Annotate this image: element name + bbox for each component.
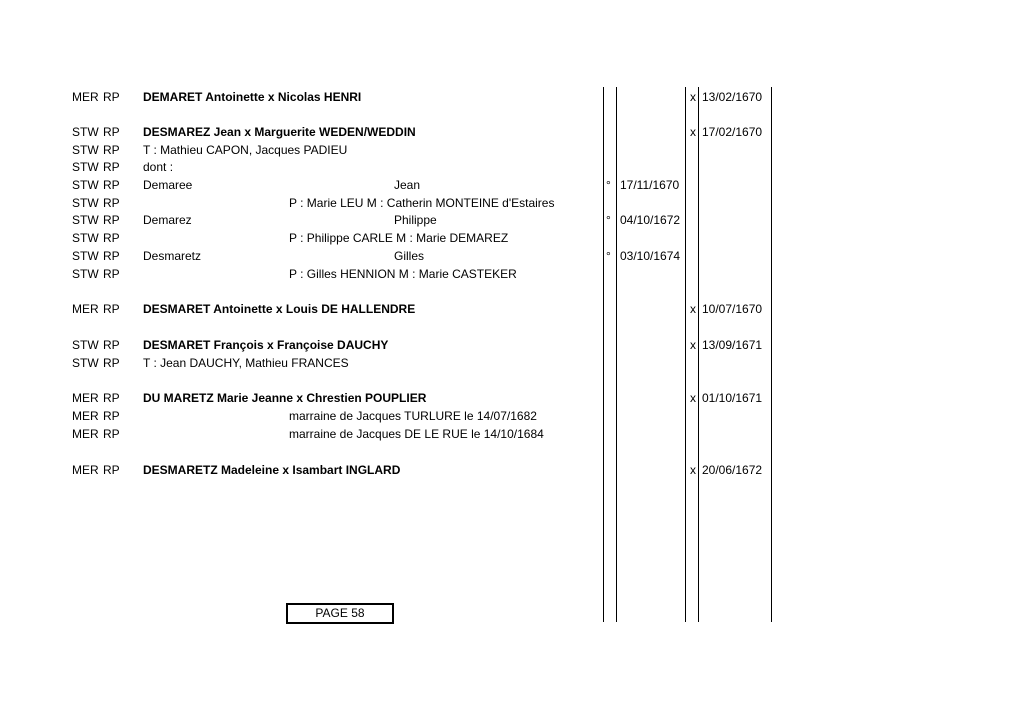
register-entry [0,247,1024,265]
register-code: RP [103,409,120,423]
register-entry [0,194,1024,212]
entry-text: DU MARETZ Marie Jeanne x Chrestien POUPLIER [143,391,427,405]
marriage-date: 13/09/1671 [702,338,763,352]
first-name: Philippe [394,213,437,227]
register-code: RP [103,249,120,263]
entry-text: DESMARET François x Françoise DAUCHY [143,338,389,352]
register-entry [0,425,1024,443]
register-code: RP [103,463,120,477]
register-entry [0,211,1024,229]
register-entry [0,407,1024,425]
register-code: RP [103,143,120,157]
location-code: STW [72,143,99,157]
first-name: Gilles [394,249,425,263]
register-code: RP [103,356,120,370]
register-code: RP [103,338,120,352]
marriage-mark: x [690,90,696,104]
baptism-date: 03/10/1674 [620,249,681,263]
location-code: STW [72,267,99,281]
entry-text: DESMAREZ Jean x Marguerite WEDEN/WEDDIN [143,125,416,139]
baptism-date: 04/10/1672 [620,213,681,227]
entry-note: P : Philippe CARLE M : Marie DEMAREZ [289,231,509,245]
baptism-mark: ° [606,178,611,192]
location-code: MER [72,391,99,405]
register-entry [0,354,1024,372]
entry-text: DESMARET Antoinette x Louis DE HALLENDRE [143,302,416,316]
register-code: RP [103,160,120,174]
location-code: STW [72,178,99,192]
register-entry [0,265,1024,283]
location-code: STW [72,356,99,370]
location-code: STW [72,160,99,174]
marriage-date: 20/06/1672 [702,463,763,477]
entry-text: dont : [143,160,174,174]
location-code: MER [72,409,99,423]
baptism-date: 17/11/1670 [620,178,680,192]
register-code: RP [103,196,120,210]
register-code: RP [103,231,120,245]
entry-note: marraine de Jacques DE LE RUE le 14/10/1684 [289,427,544,441]
entry-text: Demaree [143,178,193,192]
marriage-mark: x [690,463,696,477]
register-entry [0,176,1024,194]
register-code: RP [103,125,120,139]
register-entry [0,229,1024,247]
register-entry [0,389,1024,407]
entry-note: P : Marie LEU M : Catherin MONTEINE d'Estaires [289,196,555,210]
register-entry [0,336,1024,354]
marriage-mark: x [690,391,696,405]
register-code: RP [103,302,120,316]
register-entry [0,158,1024,176]
entry-text: DESMARETZ Madeleine x Isambart INGLARD [143,463,401,477]
register-entry [0,141,1024,159]
entry-note: marraine de Jacques TURLURE le 14/07/1682 [289,409,537,423]
location-code: MER [72,463,99,477]
location-code: STW [72,196,99,210]
entry-text: Desmaretz [143,249,202,263]
location-code: STW [72,338,99,352]
location-code: MER [72,427,99,441]
marriage-mark: x [690,125,696,139]
marriage-date: 01/10/1671 [702,391,763,405]
register-code: RP [103,213,120,227]
register-entry [0,300,1024,318]
location-code: STW [72,249,99,263]
marriage-mark: x [690,338,696,352]
marriage-mark: x [690,302,696,316]
page-number-box: PAGE 58 [286,603,394,624]
location-code: STW [72,231,99,245]
marriage-date: 10/07/1670 [702,302,763,316]
marriage-date: 13/02/1670 [702,90,763,104]
baptism-mark: ° [606,249,611,263]
register-code: RP [103,90,120,104]
entry-note: P : Gilles HENNION M : Marie CASTEKER [289,267,517,281]
register-code: RP [103,427,120,441]
baptism-mark: ° [606,213,611,227]
first-name: Jean [394,178,421,192]
location-code: STW [72,213,99,227]
entry-text: T : Jean DAUCHY, Mathieu FRANCES [143,356,349,370]
entry-text: T : Mathieu CAPON, Jacques PADIEU [143,143,348,157]
register-code: RP [103,178,120,192]
register-entry [0,88,1024,106]
marriage-date: 17/02/1670 [702,125,763,139]
register-entry [0,461,1024,479]
location-code: MER [72,302,99,316]
register-entry [0,123,1024,141]
register-code: RP [103,267,120,281]
register-code: RP [103,391,120,405]
location-code: MER [72,90,99,104]
entry-text: DEMARET Antoinette x Nicolas HENRI [143,90,362,104]
location-code: STW [72,125,99,139]
entry-text: Demarez [143,213,192,227]
